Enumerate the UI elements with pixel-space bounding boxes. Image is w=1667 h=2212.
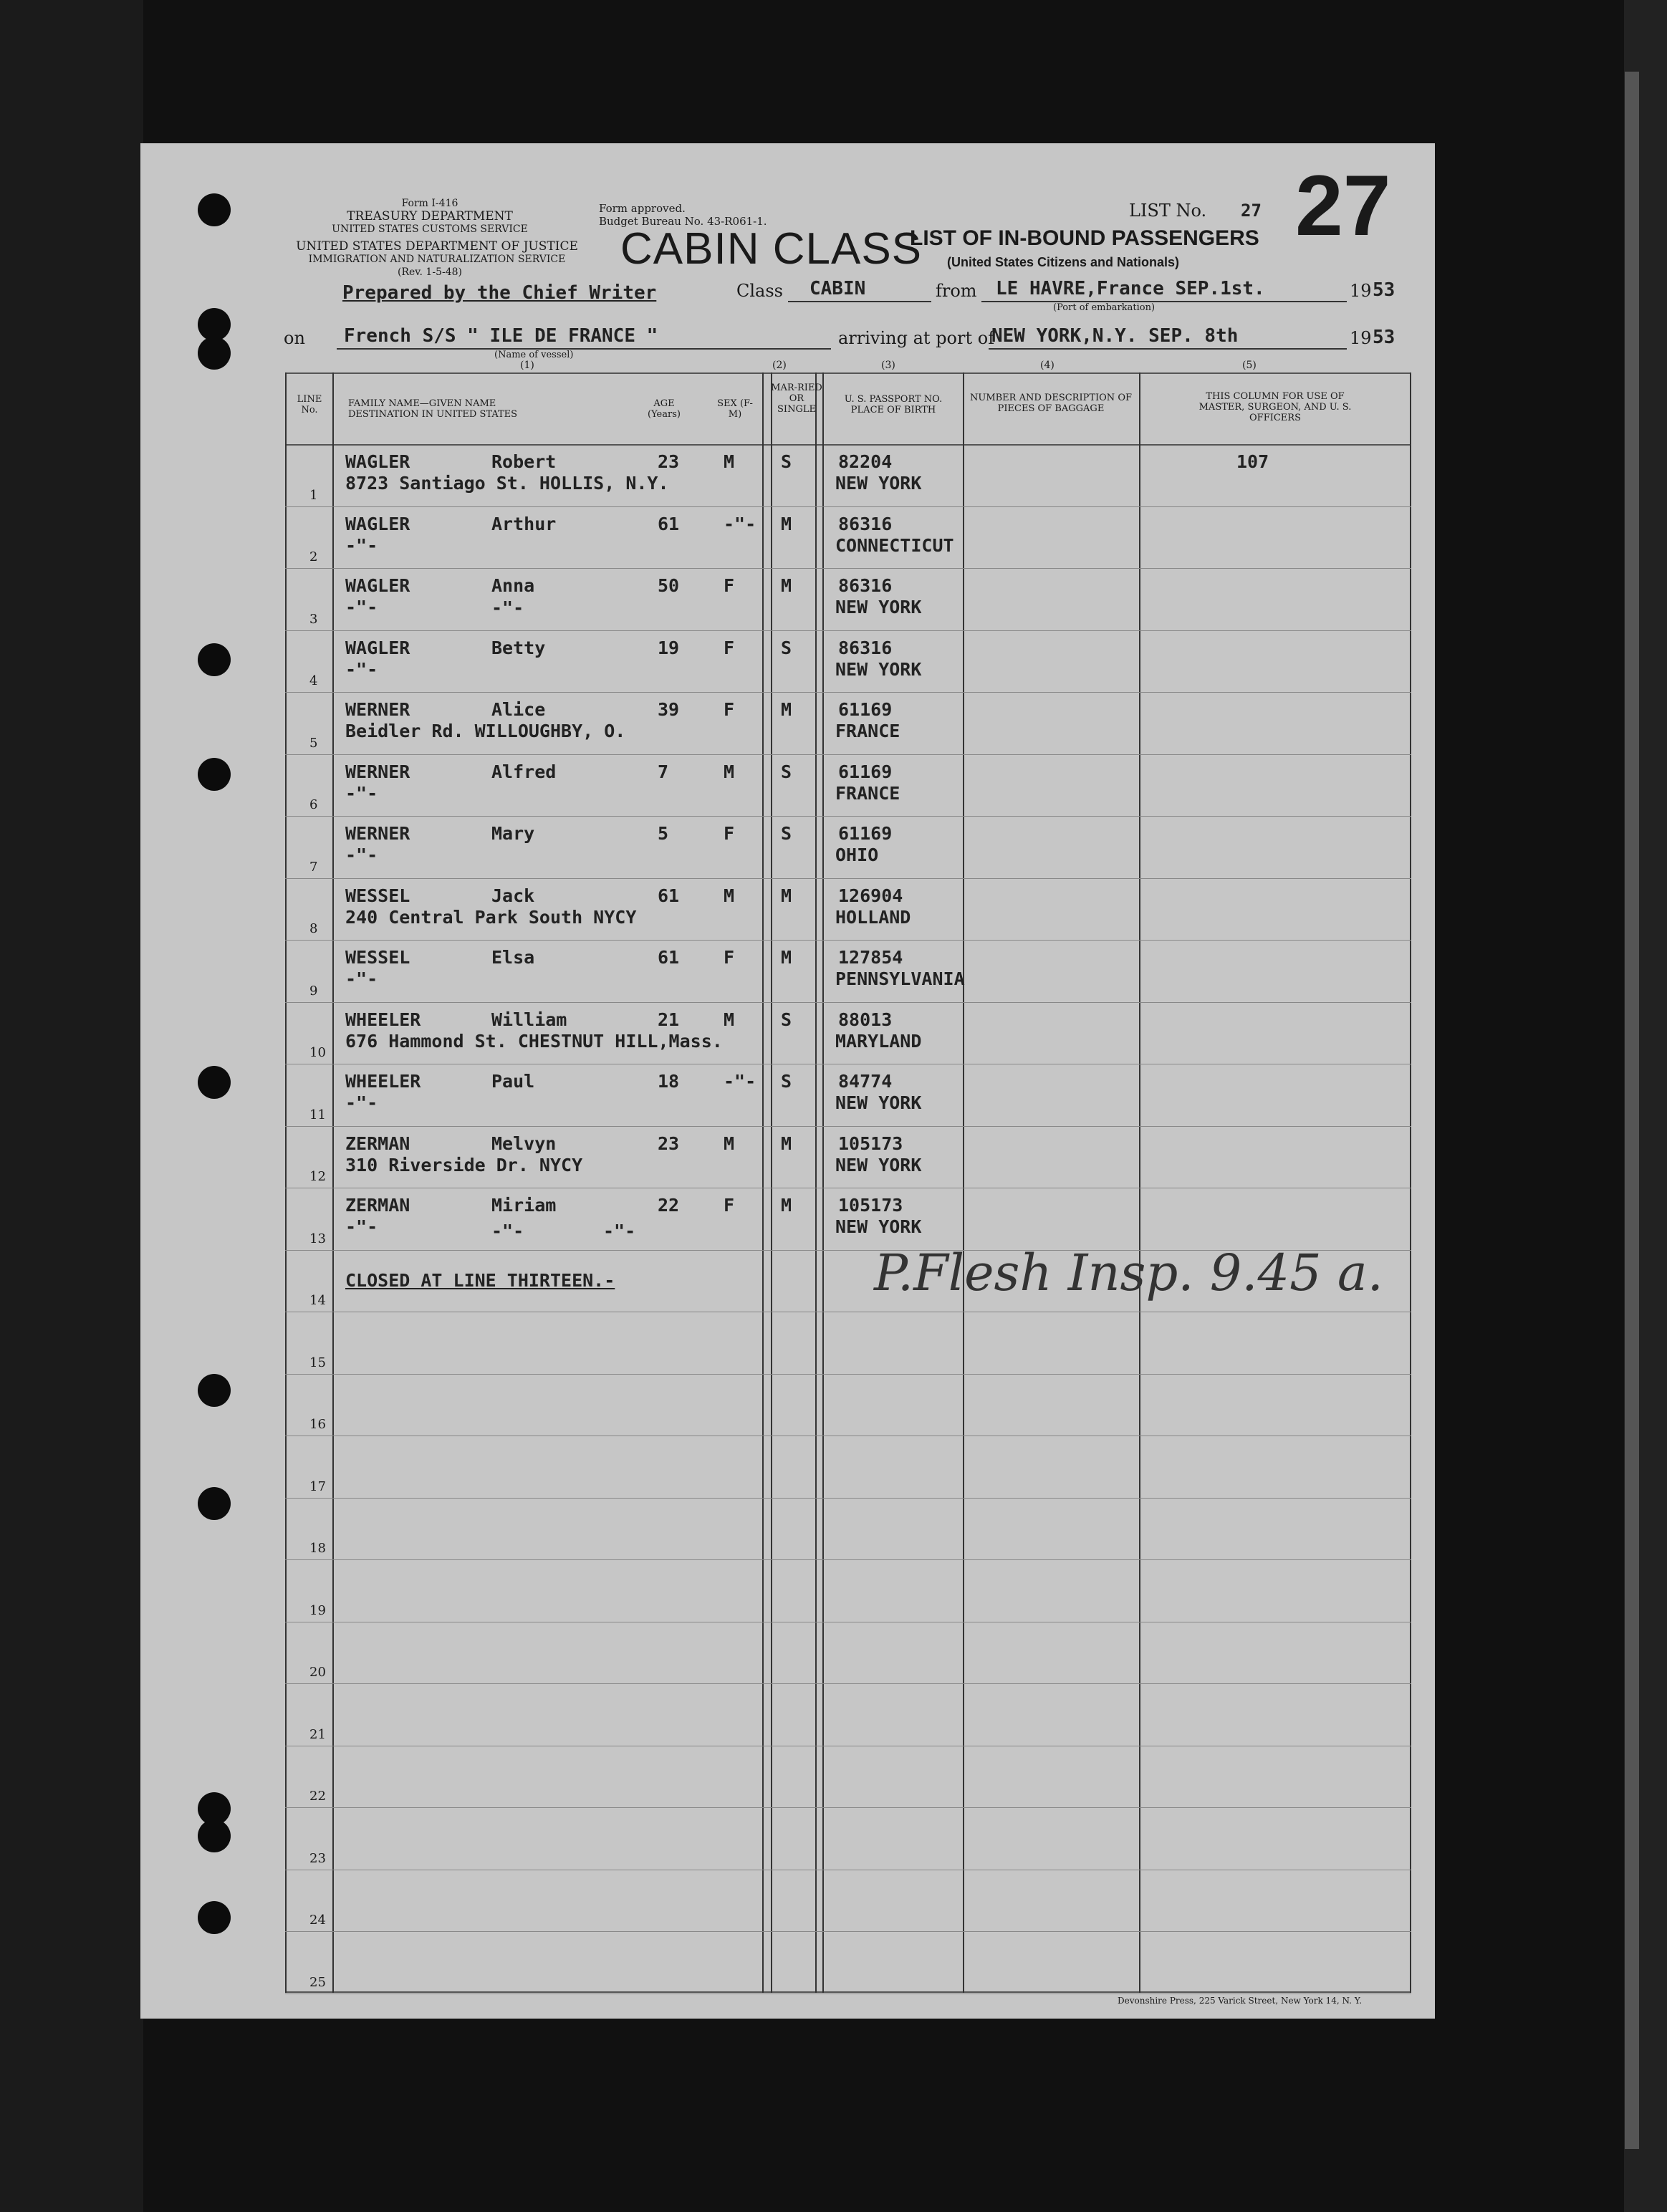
- age: 61: [658, 947, 680, 968]
- punch-hole: [198, 643, 231, 676]
- line-number: 24: [309, 1913, 326, 1928]
- married-status: M: [781, 575, 792, 596]
- married-status: S: [781, 451, 792, 472]
- family-name: ZERMAN: [345, 1195, 410, 1216]
- line-number: 2: [309, 549, 318, 564]
- col-header-name: FAMILY NAME—GIVEN NAME DESTINATION IN UNITED STATES: [348, 398, 518, 420]
- sex: F: [724, 947, 735, 968]
- place-of-birth: FRANCE: [835, 721, 900, 741]
- destination: -"-: [345, 658, 378, 680]
- line-number: 16: [309, 1417, 326, 1432]
- prepared-by: Prepared by the Chief Writer: [342, 282, 657, 304]
- form-budget-bureau: Budget Bureau No. 43-R061-1.: [599, 215, 767, 228]
- on-label: on: [284, 328, 305, 348]
- place-of-birth: MARYLAND: [835, 1030, 922, 1052]
- given-name: Anna: [491, 575, 535, 596]
- arriving-value: NEW YORK,N.Y. SEP. 8th: [991, 325, 1239, 347]
- film-border-left: [0, 0, 143, 2212]
- cabin-class-title: CABIN CLASS: [620, 224, 923, 274]
- family-name: WESSEL: [345, 947, 410, 968]
- officer-note: 107: [1236, 451, 1269, 472]
- line-number: 3: [309, 611, 318, 627]
- punch-hole: [198, 758, 231, 791]
- list-no-big: 27: [1295, 158, 1391, 254]
- sex: M: [724, 451, 735, 472]
- given-name: William: [491, 1009, 567, 1030]
- class-underline: [788, 301, 931, 302]
- given-name: Betty: [491, 637, 546, 658]
- passport-number: 61169: [838, 699, 893, 720]
- sex: M: [724, 885, 735, 906]
- line-number: 20: [309, 1665, 326, 1680]
- from-label: from: [936, 281, 977, 301]
- married-status: M: [781, 1195, 792, 1216]
- sex: M: [724, 761, 735, 782]
- destination: 676 Hammond St. CHESTNUT HILL,Mass.: [345, 1030, 723, 1052]
- row-divider: [285, 1559, 1411, 1560]
- col-divider: [771, 372, 772, 1993]
- place-of-birth: CONNECTICUT: [835, 534, 954, 556]
- passport-number: 84774: [838, 1071, 893, 1092]
- married-status: M: [781, 1133, 792, 1154]
- table-header-bottom: [285, 444, 1411, 446]
- destination: -"-: [345, 1092, 378, 1113]
- line-number: 23: [309, 1850, 326, 1866]
- vessel-note: (Name of vessel): [494, 350, 574, 360]
- place-of-birth: NEW YORK: [835, 1154, 922, 1175]
- line-number: 11: [309, 1107, 326, 1122]
- given-name: Robert: [491, 451, 557, 472]
- line-number: 1: [309, 487, 318, 503]
- list-no-typed: 27: [1241, 201, 1262, 221]
- given-ditto: -"-: [491, 597, 524, 618]
- year1-prefix: 19: [1350, 281, 1372, 301]
- place-of-birth: NEW YORK: [835, 658, 922, 680]
- passport-number: 88013: [838, 1009, 893, 1030]
- col-divider: [762, 372, 764, 1993]
- col-header-married: MAR-RIED OR SINGLE: [771, 383, 822, 415]
- line-number: 18: [309, 1541, 326, 1556]
- list-title: LIST OF IN-BOUND PASSENGERS: [910, 226, 1259, 250]
- line-number: 15: [309, 1355, 326, 1370]
- line-number: 17: [309, 1478, 326, 1494]
- place-of-birth: OHIO: [835, 845, 879, 865]
- passport-number: 86316: [838, 575, 893, 596]
- married-status: S: [781, 1009, 792, 1030]
- age: 61: [658, 885, 680, 906]
- place-of-birth: NEW YORK: [835, 597, 922, 617]
- sex: F: [724, 699, 735, 720]
- row-divider: [285, 568, 1411, 569]
- port-embark-note: (Port of embarkation): [1053, 302, 1156, 313]
- line-number: 4: [309, 673, 318, 688]
- list-no-label: LIST No.: [1129, 201, 1207, 221]
- age: 61: [658, 513, 680, 534]
- age: 5: [658, 823, 669, 844]
- list-subtitle: (United States Citizens and Nationals): [947, 255, 1180, 269]
- age: 18: [658, 1071, 680, 1092]
- form-customs: UNITED STATES CUSTOMS SERVICE: [332, 223, 528, 235]
- destination: Beidler Rd. WILLOUGHBY, O.: [345, 721, 626, 741]
- given-name: Alice: [491, 699, 546, 720]
- destination: 310 Riverside Dr. NYCY: [345, 1154, 583, 1175]
- family-name: WESSEL: [345, 885, 410, 906]
- destination: -"-: [345, 845, 378, 865]
- col-header-line-no: LINE No.: [297, 394, 322, 415]
- given-name: Jack: [491, 885, 535, 906]
- family-name: CLOSED AT LINE THIRTEEN.-: [345, 1269, 615, 1291]
- family-name: WHEELER: [345, 1009, 421, 1030]
- destination: -"-: [345, 597, 378, 617]
- form-number: Form I-416: [401, 198, 458, 209]
- given-name: Arthur: [491, 513, 557, 534]
- col-num-1: (1): [520, 360, 534, 371]
- col-num-3: (3): [881, 360, 895, 371]
- class-value: CABIN: [810, 278, 866, 299]
- line-number: 22: [309, 1789, 326, 1804]
- place-of-birth: NEW YORK: [835, 1092, 922, 1113]
- sex: -"-: [724, 1071, 756, 1092]
- passport-number: 82204: [838, 451, 893, 472]
- line-number: 19: [309, 1602, 326, 1618]
- destination: -"-: [345, 782, 378, 804]
- row-divider: [285, 1807, 1411, 1808]
- sex: M: [724, 1133, 735, 1154]
- family-name: WAGLER: [345, 637, 410, 658]
- passport-number: 105173: [838, 1133, 903, 1154]
- age: 22: [658, 1195, 680, 1216]
- passport-number: 86316: [838, 637, 893, 658]
- punch-hole: [198, 337, 231, 370]
- vessel-underline: [337, 348, 831, 350]
- sex: F: [724, 823, 735, 844]
- married-status: M: [781, 513, 792, 534]
- col-header-age: AGE (Years): [648, 398, 681, 420]
- film-border-strip: [1625, 72, 1639, 2149]
- arriving-underline: [989, 348, 1347, 350]
- line-number: 25: [309, 1974, 326, 1990]
- form-dept-justice: UNITED STATES DEPARTMENT OF JUSTICE: [296, 239, 578, 254]
- year1-suffix: 53: [1373, 279, 1395, 301]
- family-name: WERNER: [345, 761, 410, 782]
- destination: -"-: [345, 1216, 378, 1237]
- line-number: 10: [309, 1045, 326, 1060]
- col-divider: [822, 372, 824, 1993]
- age: 39: [658, 699, 680, 720]
- given-name: Miriam: [491, 1195, 557, 1216]
- age: 23: [658, 1133, 680, 1154]
- family-name: WERNER: [345, 699, 410, 720]
- line-number: 7: [309, 859, 318, 875]
- form-ins: IMMIGRATION AND NATURALIZATION SERVICE: [308, 254, 566, 265]
- passport-number: 61169: [838, 823, 893, 844]
- printer-credit: Devonshire Press, 225 Varick Street, New York 14, N. Y.: [1118, 1996, 1363, 2006]
- passport-number: 105173: [838, 1195, 903, 1216]
- col-header-sex: SEX (F-M): [717, 398, 753, 420]
- married-status: S: [781, 1071, 792, 1092]
- year2-prefix: 19: [1350, 328, 1372, 348]
- destination: -"-: [345, 534, 378, 556]
- family-name: WERNER: [345, 823, 410, 844]
- col-divider: [1410, 372, 1411, 1993]
- col-divider: [963, 372, 964, 1993]
- passport-number: 127854: [838, 947, 903, 968]
- col-divider: [332, 372, 334, 1993]
- line-number: 9: [309, 983, 318, 999]
- punch-hole: [198, 1374, 231, 1407]
- arriving-label: arriving at port of: [838, 328, 995, 348]
- destination: 240 Central Park South NYCY: [345, 906, 637, 928]
- sex: -"-: [724, 513, 756, 534]
- sex: M: [724, 1009, 735, 1030]
- col-header-officers: THIS COLUMN FOR USE OF MASTER, SURGEON, AND U. S. OFFICERS: [1198, 391, 1352, 423]
- line-number: 6: [309, 797, 318, 812]
- passport-number: 86316: [838, 513, 893, 534]
- given-name: Elsa: [491, 947, 535, 968]
- given-name: Alfred: [491, 761, 557, 782]
- age: 7: [658, 761, 669, 782]
- married-status: S: [781, 637, 792, 658]
- row-divider: [285, 816, 1411, 817]
- destination: 8723 Santiago St. HOLLIS, N.Y.: [345, 473, 669, 494]
- row-divider: [285, 878, 1411, 879]
- line-number: 8: [309, 921, 318, 936]
- destination: -"-: [345, 968, 378, 989]
- row-divider: [285, 1931, 1411, 1932]
- form-revision: (Rev. 1-5-48): [398, 266, 462, 278]
- row-divider: [285, 1683, 1411, 1684]
- form-dept-treasury: TREASURY DEPARTMENT: [347, 209, 513, 223]
- sex: F: [724, 575, 735, 596]
- family-name: WHEELER: [345, 1071, 421, 1092]
- inspector-signature: P.Flesh Insp. 9.45 a.: [874, 1244, 1383, 1302]
- place-of-birth: NEW YORK: [835, 473, 922, 494]
- given-ditto: -"-: [491, 1221, 524, 1241]
- col-divider: [815, 372, 817, 1993]
- family-name: ZERMAN: [345, 1133, 410, 1154]
- place-of-birth: HOLLAND: [835, 906, 911, 928]
- given-name: Melvyn: [491, 1133, 557, 1154]
- place-of-birth: NEW YORK: [835, 1216, 922, 1237]
- age: 21: [658, 1009, 680, 1030]
- married-status: M: [781, 699, 792, 720]
- col-num-2: (2): [772, 360, 787, 371]
- punch-hole: [198, 1487, 231, 1520]
- row-divider: [285, 1498, 1411, 1499]
- vessel-value: French S/S " ILE DE FRANCE ": [344, 325, 658, 347]
- form-approval: Form approved.: [599, 202, 686, 215]
- punch-hole: [198, 193, 231, 226]
- punch-hole: [198, 1819, 231, 1852]
- from-underline: [981, 301, 1347, 302]
- col-header-passport: U. S. PASSPORT NO. PLACE OF BIRTH: [844, 394, 943, 415]
- col-num-5: (5): [1242, 360, 1257, 371]
- married-status: M: [781, 947, 792, 968]
- passport-number: 61169: [838, 761, 893, 782]
- punch-hole: [198, 1901, 231, 1934]
- year2-suffix: 53: [1373, 327, 1395, 348]
- table-top-border: [285, 372, 1411, 374]
- row-divider: [285, 1374, 1411, 1375]
- line-number: 14: [309, 1293, 326, 1308]
- given-name: Paul: [491, 1071, 535, 1092]
- married-status: S: [781, 823, 792, 844]
- from-value: LE HAVRE,France SEP.1st.: [996, 278, 1265, 299]
- age: 23: [658, 451, 680, 472]
- row-divider: [285, 1126, 1411, 1127]
- sex: F: [724, 1195, 735, 1216]
- row-divider: [285, 940, 1411, 941]
- married-status: S: [781, 761, 792, 782]
- row-divider: [285, 692, 1411, 693]
- passport-number: 126904: [838, 885, 903, 906]
- place-of-birth: FRANCE: [835, 782, 900, 804]
- married-status: M: [781, 885, 792, 906]
- family-name: WAGLER: [345, 575, 410, 596]
- class-label: Class: [736, 281, 783, 301]
- row-divider: [285, 506, 1411, 507]
- family-name: WAGLER: [345, 451, 410, 472]
- age: 50: [658, 575, 680, 596]
- place-of-birth: PENNSYLVANIA: [835, 968, 965, 989]
- col-divider: [1139, 372, 1140, 1993]
- punch-hole: [198, 1066, 231, 1099]
- row-divider: [285, 1002, 1411, 1003]
- col-divider: [285, 372, 287, 1993]
- age: 19: [658, 637, 680, 658]
- sex: F: [724, 637, 735, 658]
- given-name: Mary: [491, 823, 535, 844]
- line-number: 5: [309, 735, 318, 751]
- col-num-4: (4): [1040, 360, 1055, 371]
- family-name: WAGLER: [345, 513, 410, 534]
- line-number: 21: [309, 1726, 326, 1742]
- row-divider: [285, 754, 1411, 755]
- line-number: 12: [309, 1169, 326, 1184]
- row-divider: [285, 630, 1411, 631]
- line-number: 13: [309, 1231, 326, 1246]
- col-header-baggage: NUMBER AND DESCRIPTION OF PIECES OF BAGGAGE: [969, 393, 1132, 414]
- age-ditto: -"-: [603, 1221, 636, 1241]
